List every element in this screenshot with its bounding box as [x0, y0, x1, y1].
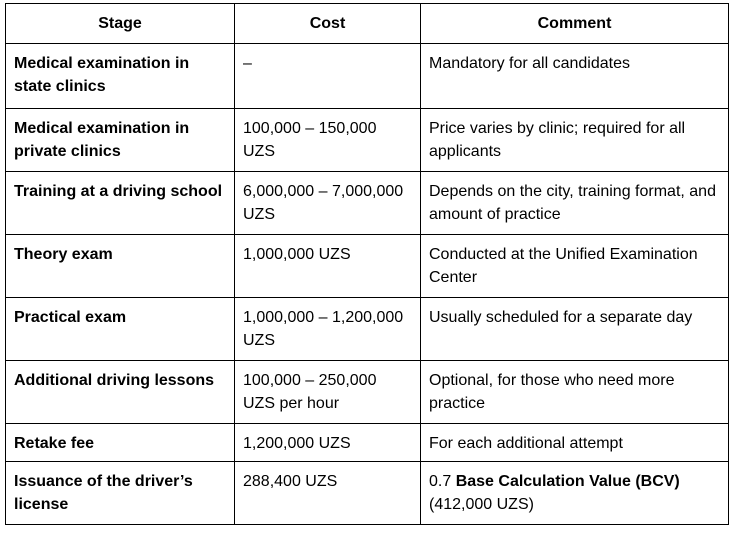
comment-cell: Depends on the city, training format, and amount of practice	[421, 172, 729, 235]
stage-cell: Issuance of the driver’s license	[6, 462, 235, 525]
table-row	[6, 298, 729, 361]
cost-cell: –	[235, 44, 421, 109]
table-row	[6, 44, 729, 109]
comment-prefix: 0.7	[429, 473, 456, 490]
table-row	[6, 109, 729, 172]
table-row	[6, 424, 729, 462]
stage-cell: Medical examination in state clinics	[6, 44, 235, 109]
table-row	[6, 361, 729, 424]
comment-cell: Conducted at the Unified Examination Center	[421, 235, 729, 298]
comment-cell: Mandatory for all candidates	[421, 44, 729, 109]
header-row	[6, 4, 729, 44]
bcv-term: Base Calculation Value (BCV)	[455, 473, 680, 490]
cost-table	[5, 3, 729, 525]
cost-cell: 1,000,000 UZS	[235, 235, 421, 298]
stage-cell: Medical examination in private clinics	[6, 109, 235, 172]
header-comment: Comment	[421, 4, 729, 44]
stage-cell: Training at a driving school	[6, 172, 235, 235]
comment-suffix: (412,000 UZS)	[429, 496, 534, 513]
cost-cell: 288,400 UZS	[235, 462, 421, 525]
table-row	[6, 235, 729, 298]
cost-cell: 100,000 – 150,000 UZS	[235, 109, 421, 172]
stage-cell: Practical exam	[6, 298, 235, 361]
stage-cell: Additional driving lessons	[6, 361, 235, 424]
stage-cell: Theory exam	[6, 235, 235, 298]
comment-cell: Usually scheduled for a separate day	[421, 298, 729, 361]
stage-cell: Retake fee	[6, 424, 235, 462]
comment-cell: Optional, for those who need more practice	[421, 361, 729, 424]
table-row	[6, 172, 729, 235]
table-row	[6, 462, 729, 525]
header-cost: Cost	[235, 4, 421, 44]
cost-cell: 100,000 – 250,000 UZS per hour	[235, 361, 421, 424]
cost-cell: 1,200,000 UZS	[235, 424, 421, 462]
header-stage: Stage	[6, 4, 235, 44]
comment-cell	[421, 462, 729, 525]
comment-cell: For each additional attempt	[421, 424, 729, 462]
comment-cell: Price varies by clinic; required for all applicants	[421, 109, 729, 172]
cost-cell: 6,000,000 – 7,000,000 UZS	[235, 172, 421, 235]
cost-cell: 1,000,000 – 1,200,000 UZS	[235, 298, 421, 361]
